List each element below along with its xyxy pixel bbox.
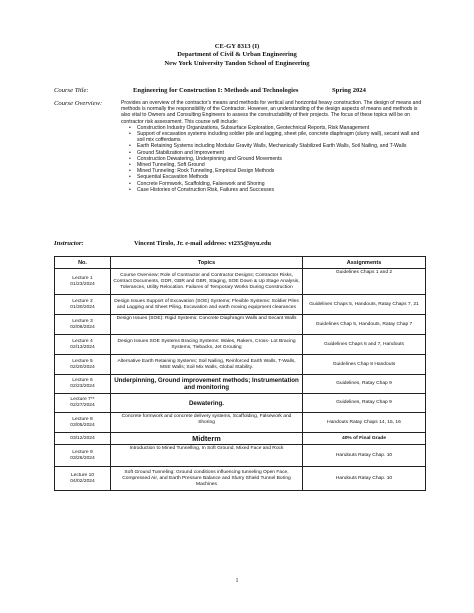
topic-cell: Dewatering. [111, 394, 303, 413]
lecture-cell [55, 413, 111, 433]
table-row [55, 433, 426, 445]
course-overview [121, 100, 426, 193]
schedule-table [54, 256, 426, 491]
assignment-cell: Guidelines, Ratay Chap 9 [303, 394, 426, 413]
lecture-cell [55, 445, 111, 467]
lecture-date: 02/23/2024 [70, 384, 95, 389]
assignment-cell: Guidelines Chap 8 Handouts [303, 355, 426, 375]
topic-cell: Design Issues (SOE): Rigid Systems: Concrete Diaphragm Walls and Secant Walls [111, 315, 303, 335]
course-code: CE-GY 8313 (I) [214, 43, 260, 50]
assignment-cell: Guidelines, Ratay Chap 9 [303, 375, 426, 394]
topic-item: • Construction Dewatering, Underpinning and Ground Movements [129, 156, 426, 162]
lecture-number: Lecture 8 [72, 416, 93, 422]
topic-list [121, 125, 426, 193]
document-header [0, 43, 474, 68]
topic-cell: Underpinning, Ground improvement methods; Instrumentation and monitoring [111, 375, 303, 394]
topic-item: • Support of excavation systems including soldier pile and lagging, sheet pile, concrete diaphragm (slurry wall), secant wall and soil mix cofferdams [129, 131, 426, 143]
lecture-date: 01/30/2024 [70, 304, 95, 310]
lecture-number: Lecture 6 [72, 378, 93, 383]
topic-item: • Ground Stabilization and Improvement [129, 150, 426, 156]
lecture-cell [55, 355, 111, 375]
topic-item: • Concrete Formwork, Scaffolding, Falsework and Shoring [129, 181, 426, 187]
overview-text: Provides an overview of the contractor's means and methods for vertical and horizontal heavy construction. The design of means and methods is normally the responsibility of the Contractor. However, an understanding of the design aspects of means and methods is also vital to Owners and Consulting Engineers to assess the constructability of their projects. The focus of these topics will be on contractor risk assessment. This course will include: [121, 100, 422, 125]
table-row [55, 445, 426, 467]
lecture-date: 02/13/2024 [70, 344, 95, 350]
lecture-cell [55, 335, 111, 355]
instructor-label: Instructor: [54, 240, 84, 247]
lecture-number: Lecture 10 [70, 472, 95, 478]
assignment-cell: 40% of Final Grade [303, 433, 426, 445]
lecture-cell [55, 295, 111, 315]
table-row [55, 355, 426, 375]
table-row [55, 413, 426, 433]
table-row [55, 335, 426, 355]
assignment-cell: Handouts Ratay Chap. 10 [303, 467, 426, 491]
lecture-number: Lecture 3 [72, 318, 93, 324]
lecture-number: Lecture 5 [72, 358, 93, 364]
course-title-label: Course Title: [54, 87, 89, 94]
lecture-cell [55, 433, 111, 445]
assignment-cell: Handouts Ratay Chap. 10 [303, 445, 426, 467]
topic-cell: Concrete formwork and concrete delivery systems, Scaffolding, Falsework and Shoring [111, 413, 303, 433]
lecture-date: 04/02/2024 [70, 478, 95, 484]
lecture-cell [55, 375, 111, 394]
table-row [55, 394, 426, 413]
topic-item: • Case Histories of Construction Risk, Failures and Successes [129, 187, 426, 193]
school-name: New York University Tandon School of Engineering [164, 59, 310, 67]
course-term: Spring 2024 [332, 87, 366, 94]
assignment-cell: Guidelines Chaps 1 and 2 [303, 269, 426, 295]
topic-cell: Design Issues SOE Systems Bracing Systems: Wales, Rakers, Cross- Lot Bracing Systems, Tiebacks, Jet Grouting [111, 335, 303, 355]
course-overview-label: Course Overview: [54, 100, 103, 107]
lecture-number: Lecture 4 [72, 338, 93, 344]
topic-cell: Midterm [111, 433, 303, 445]
topic-item: • Construction Industry Organizations, Subsurface Exploration, Geotechnical Reports, Risk Management [129, 125, 426, 131]
column-header-no: No. [55, 257, 111, 269]
topic-item: • Mined Tunneling, Soft Ground [129, 162, 426, 168]
table-row [55, 375, 426, 394]
topic-cell: Soft Ground Tunneling: Ground conditions influencing tunneling Open Face, Compressed Air, and Earth Pressure Balance and Slurry Shield Tunnel Boring Machines [111, 467, 303, 491]
page-number: 1 [235, 578, 239, 584]
lecture-cell [55, 467, 111, 491]
lecture-number: Lecture 2 [72, 298, 93, 304]
lecture-number: Lecture 9 [72, 449, 93, 455]
lecture-cell [55, 394, 111, 413]
assignment-cell: Handouts Ratay Chaps 14, 15, 16 [303, 413, 426, 433]
lecture-cell [55, 315, 111, 335]
lecture-date: 03/05/2024 [70, 422, 95, 428]
lecture-date: 01/23/2024 [70, 281, 95, 287]
assignment-cell: Guidelines Chap 5, Handouts, Ratay Chap 7 [303, 315, 426, 335]
column-header-topics: Topics [111, 257, 303, 269]
lecture-number: Lecture 7** [70, 397, 95, 402]
column-header-assignments: Assignments [303, 257, 426, 269]
topic-item: • Earth Retaining Systems including Modular Gravity Walls, Mechanically Stabilized Earth Walls, Soil Nailing, and T-Walls [129, 143, 426, 149]
table-row [55, 269, 426, 295]
department-name: Department of Civil & Urban Engineering [177, 51, 297, 59]
lecture-date: 03/26/2024 [70, 455, 95, 461]
lecture-date: 02/27/2024 [70, 403, 95, 408]
topic-item: • Mined Tunneling: Rock Tunneling, Empirical Design Methods [129, 168, 426, 174]
topic-item: • Sequential Excavation Methods [129, 174, 426, 180]
assignment-cell: Guidelines Chaps 5, Handouts, Ratay Chaps 7, 21 [303, 295, 426, 315]
topic-cell: Design Issues Support of Excavation (SOE) Systems; Flexible Systems: Soldier Piles and Lagging and Sheet Piling, Excavation and earth moving equipment clearances [111, 295, 303, 315]
lecture-cell [55, 269, 111, 295]
table-row [55, 315, 426, 335]
instructor-info: Vincent Tirolo, Jr. e-mail address: vt235@nyu.edu [134, 240, 272, 247]
table-row [55, 295, 426, 315]
lecture-number: Lecture 1 [72, 275, 93, 281]
lecture-date: 02/20/2024 [70, 364, 95, 370]
topic-cell: Course Overview; Role of Contractor and Contractor Designs; Contractor Risks, Contract Documents, GDR, GBR and GBR, Staging, SOE Down & Up Stage Analysis, Tolerances, Utility Relocation. Failures of Temporary Works During Construction [111, 269, 303, 295]
topic-cell: Alternative Earth Retaining Systems; Soil Nailing, Reinforced Earth Walls, T-Walls, MSE Walls; Soil Mix Walls, Global Stability. [111, 355, 303, 375]
lecture-date: 02/06/2024 [70, 324, 95, 330]
topic-cell: Introduction to Mined Tunnelling, In Soft Ground, Mixed Face and Rock [111, 445, 303, 467]
assignment-cell: Guidelines Chaps 6 and 7, Handouts [303, 335, 426, 355]
course-title: Engineering for Construction I: Methods and Technologies [133, 87, 299, 94]
table-row [55, 467, 426, 491]
lecture-date: 03/12/2024 [70, 435, 95, 441]
table-header-row [55, 257, 426, 269]
